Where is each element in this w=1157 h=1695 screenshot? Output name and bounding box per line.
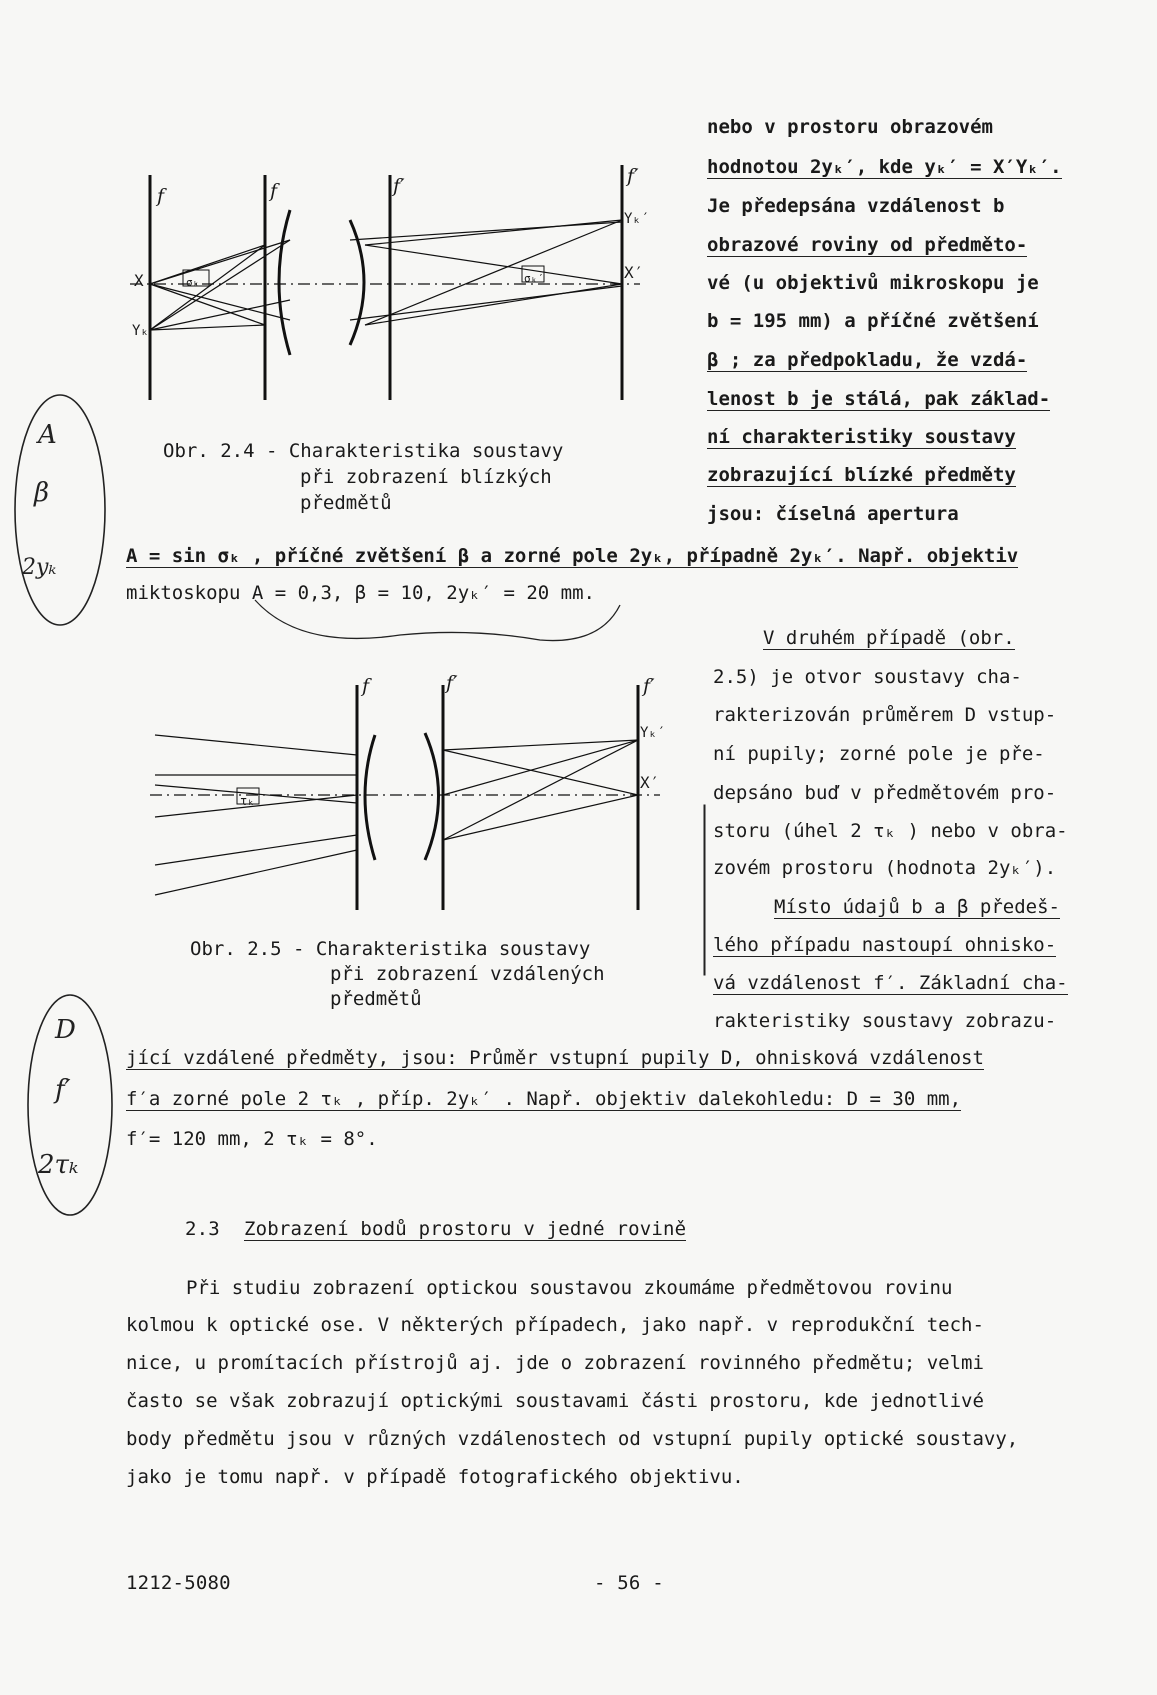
second-case-line-2: 2.5) je otvor soustavy cha- [713,666,1022,688]
fig24-caption-1: Obr. 2.4 - Charakteristika soustavy [163,440,564,462]
bracket-underline [255,600,620,641]
right-line-4: obrazové roviny od předměto- [707,234,1028,256]
fig25-lens-left [365,735,375,860]
margin-note-a: A [38,420,57,450]
margin-note-d: D [55,1015,76,1045]
right-line-5: vé (u objektivů mikroskopu je [707,272,1039,294]
fig25-label-yp: Yₖ′ [640,725,666,741]
paragraph-line-1: Při studiu zobrazení optickou soustavou zkoumáme předmětovou rovinu [186,1277,953,1299]
margin-note-f: f′ [55,1075,71,1105]
second-case-line-3: rakterizován průměrem D vstup- [713,704,1057,726]
second-case-line-5: depsáno buď v předmětovém pro- [713,782,1057,804]
right-line-2: hodnotou 2yₖ′, kde yₖ′ = X′Yₖ′. [707,156,1062,178]
right-line-11: jsou: číselná apertura [707,503,959,525]
fig25-caption-1: Obr. 2.5 - Charakteristika soustavy [190,938,591,960]
fig24-label-xp: X′ [624,263,644,282]
fig24-label-x: X [134,271,144,290]
fig24-label-y: Yₖ [132,323,150,339]
fig25-label-f1: f [362,675,370,697]
line-apertura: A = sin σₖ , příčné zvětšení β a zorné pole 2yₖ, případně 2yₖ′. Např. objektiv [126,545,1019,567]
right-line-9: ní charakteristiky soustavy [707,426,1016,448]
right-line-1: nebo v prostoru obrazovém [707,116,993,138]
fig24-caption-2: při zobrazení blízkých [300,466,552,488]
second-case-line-7: zovém prostoru (hodnota 2yₖ′). [713,857,1057,879]
line-vzdalene-2: f′a zorné pole 2 τₖ , příp. 2yₖ′ . Např. objektiv dalekohledu: D = 30 mm, [126,1088,962,1110]
right-line-6: b = 195 mm) a příčné zvětšení [707,310,1039,332]
fig24-label-f4: f′ [627,165,639,187]
fig24-label-sigma: σₖ [186,276,200,289]
right-line-8: lenost b je stálá, pak základ- [707,388,1051,410]
right-line-7: β ; za předpokladu, že vzdá- [707,349,1028,371]
second-case-line-9: lého případu nastoupí ohnisko- [713,934,1057,956]
paragraph-line-3: nice, u promítacích přístrojů aj. jde o zobrazení rovinného předmětu; velmi [126,1352,984,1374]
footer-page-number: - 56 - [594,1572,664,1594]
footer-code: 1212-5080 [126,1572,231,1594]
fig24-label-yp: Yₖ′ [624,211,650,227]
paragraph-line-6: jako je tomu např. v případě fotografického objektivu. [126,1466,744,1488]
line-vzdalene-3: f′= 120 mm, 2 τₖ = 8°. [126,1128,378,1150]
second-case-line-8: Místo údajů b a β předeš- [774,896,1060,918]
second-case-line-4: ní pupily; zorné pole je pře- [713,743,1045,765]
fig24-label-f2: f [270,180,278,202]
paragraph-line-4: často se však zobrazují optickými soustavami části prostoru, kde jednotlivé [126,1390,984,1412]
second-case-line-1: V druhém případě (obr. [763,627,1015,649]
section-title: Zobrazení bodů prostoru v jedné rovině [244,1218,687,1240]
line-mikroskop: miktoskopu A = 0,3, β = 10, 2yₖ′ = 20 mm. [126,582,595,604]
fig24-label-f3: f′ [393,175,405,197]
fig25-label-xp: X′ [640,773,660,792]
right-line-3: Je předepsána vzdálenost b [707,195,1005,217]
fig24-lens-left [279,210,290,355]
fig24-label-sigma-prime: σₖ′ [524,272,545,285]
margin-note-beta: β [34,478,50,508]
paragraph-line-5: body předmětu jsou v různých vzdálenostech od vstupní pupily optické soustavy, [126,1428,1019,1450]
fig25-label-f3: f′ [643,675,655,697]
fig25-label-tau: τₖ [240,794,255,808]
margin-bar [704,805,705,975]
second-case-line-6: storu (úhel 2 τₖ ) nebo v obra- [713,820,1068,842]
fig24-caption-3: předmětů [300,492,392,514]
margin-note-2tau: 2τₖ [38,1150,79,1180]
fig25-lens-right [425,733,439,860]
fig25-caption-3: předmětů [330,988,422,1010]
margin-note-2yk: 2yₖ [22,555,57,580]
fig25-label-f2: f′ [446,672,458,694]
second-case-line-11: rakteristiky soustavy zobrazu- [713,1010,1057,1032]
section-number: 2.3 [185,1218,220,1240]
paragraph-line-2: kolmou k optické ose. V některých případech, jako např. v reprodukční tech- [126,1314,984,1336]
fig25-caption-2: při zobrazení vzdálených [330,963,605,985]
second-case-line-10: vá vzdálenost f′. Základní cha- [713,972,1068,994]
margin-circle-1 [15,395,105,625]
fig24-label-f1: f [157,185,165,207]
line-vzdalene-1: jící vzdálené předměty, jsou: Průměr vstupní pupily D, ohnisková vzdálenost [126,1047,984,1069]
right-line-10: zobrazující blízké předměty [707,464,1016,486]
